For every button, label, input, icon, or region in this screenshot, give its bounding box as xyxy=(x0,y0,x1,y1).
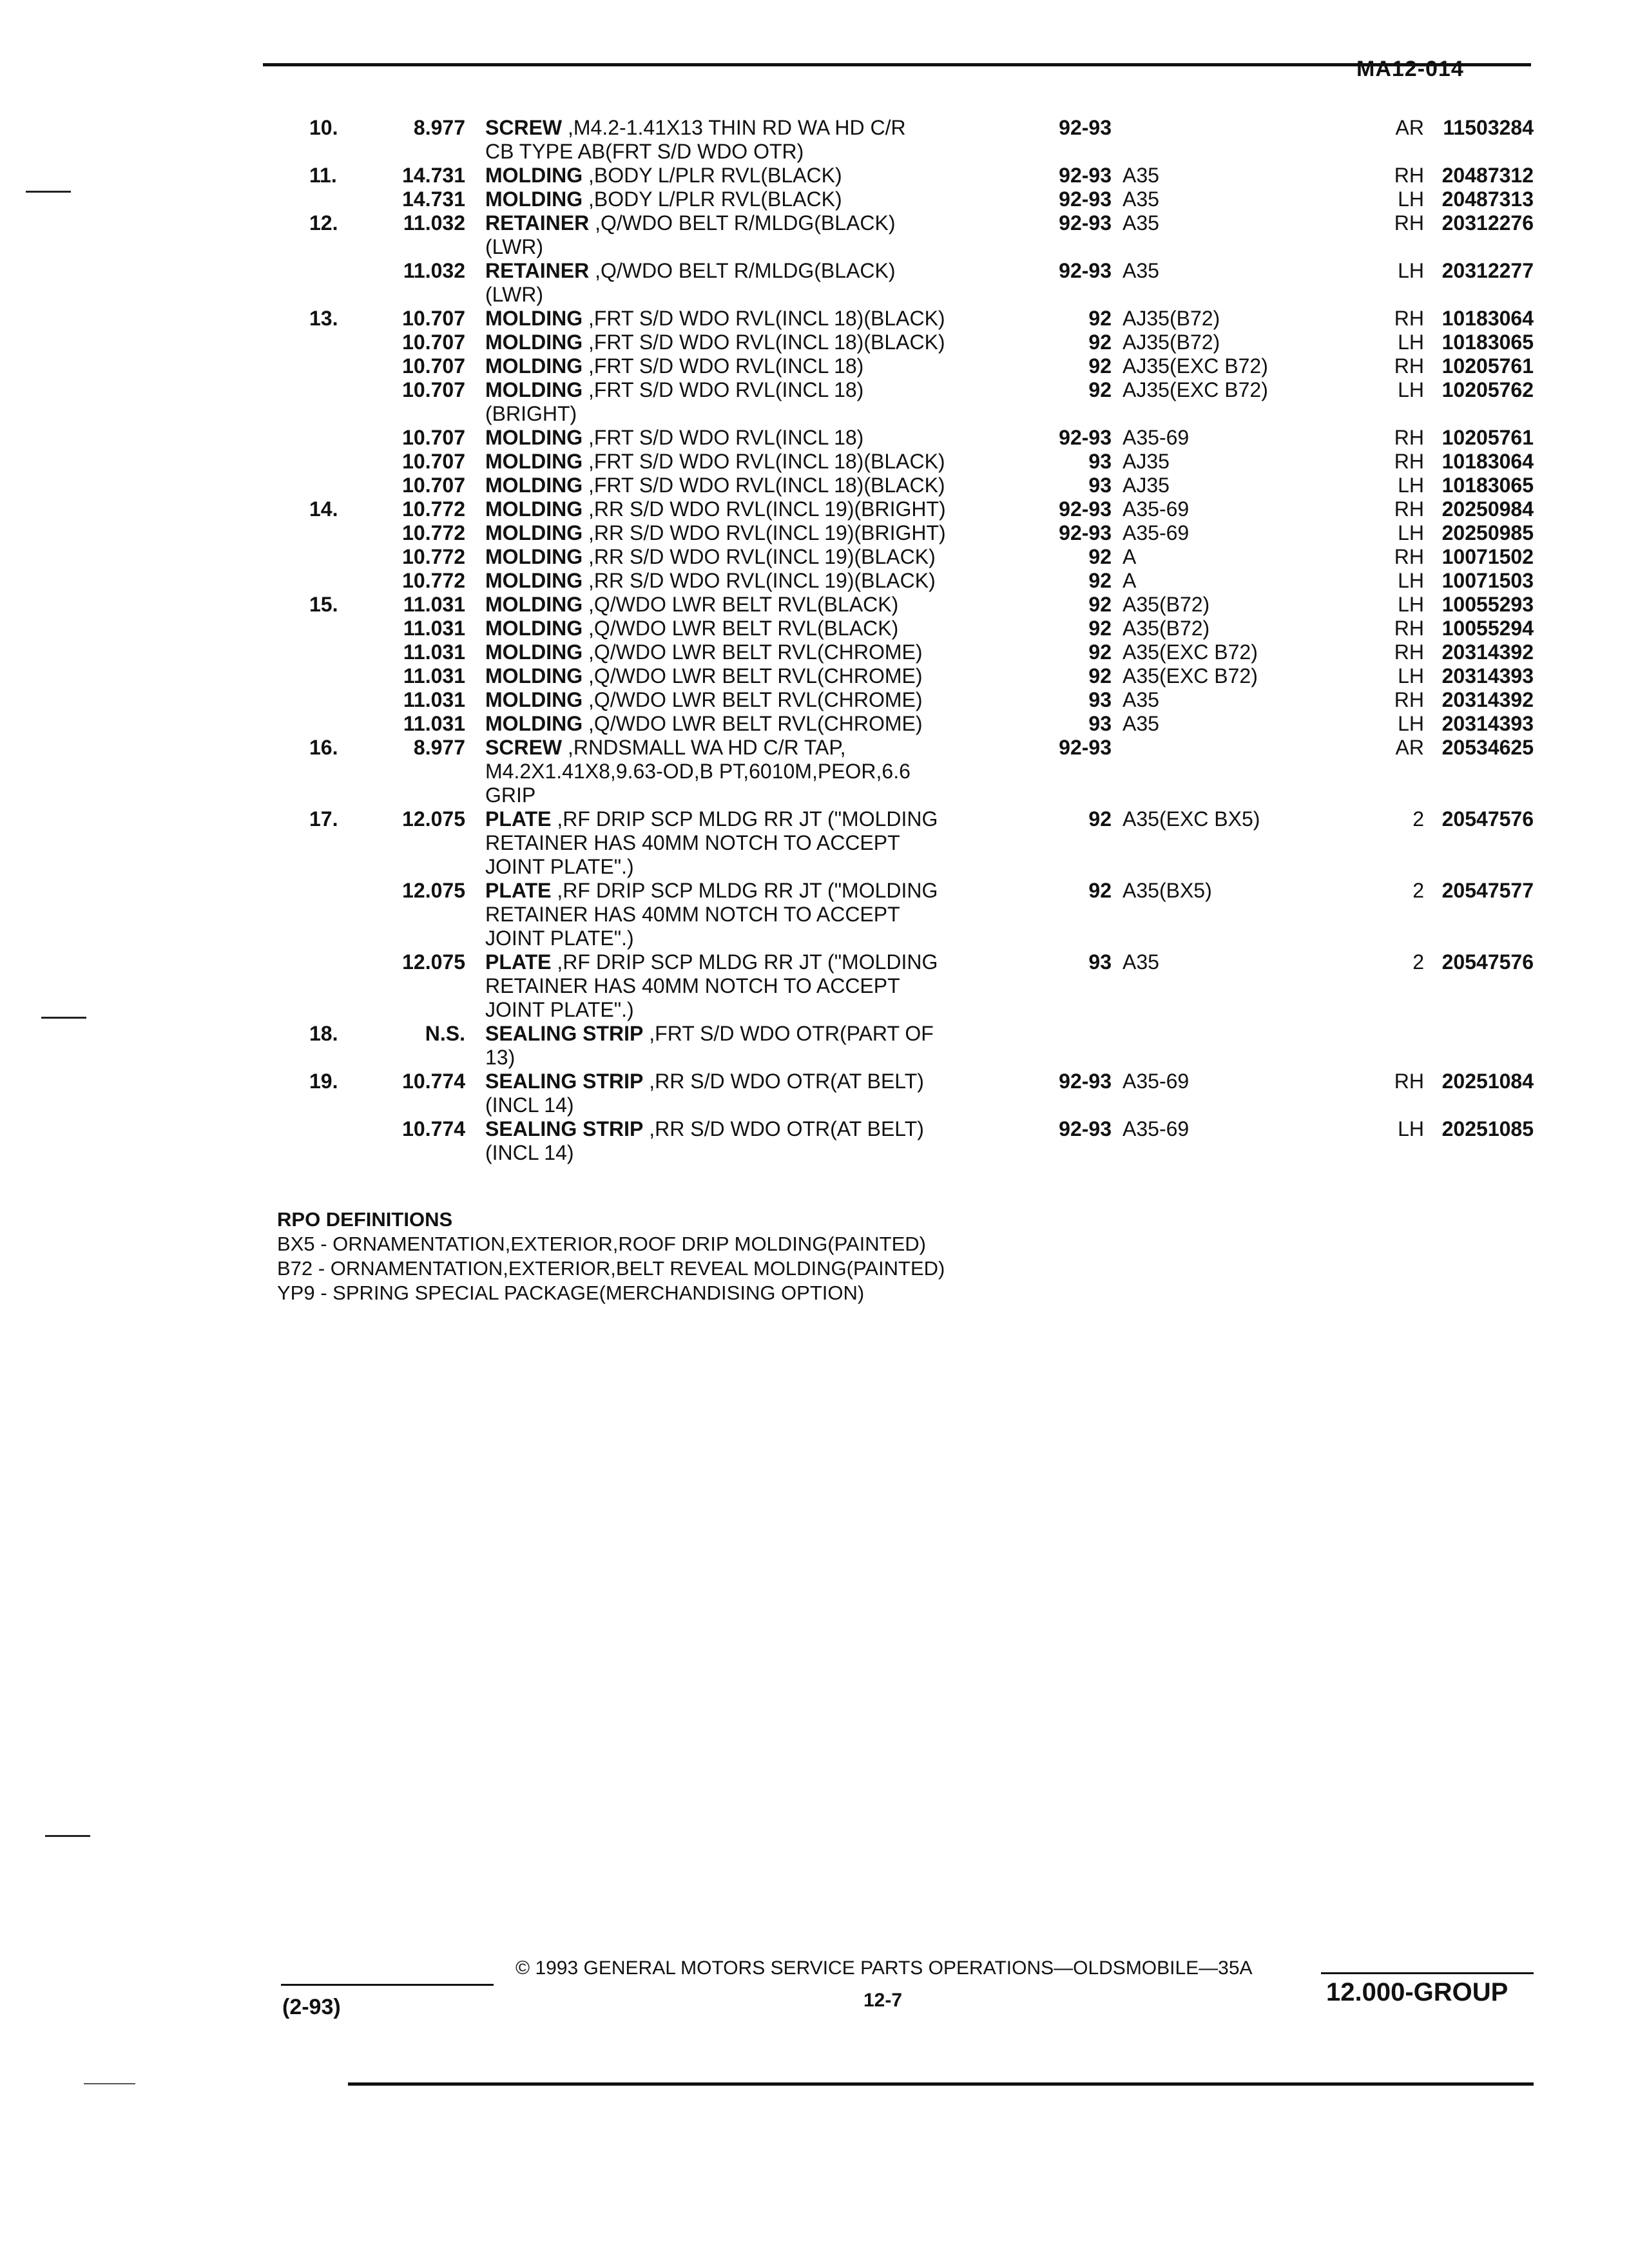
description-continuation: RETAINER HAS 40MM NOTCH TO ACCEPT xyxy=(485,831,900,854)
quantity-side: RH xyxy=(1394,1070,1424,1093)
part-name: MOLDING xyxy=(485,378,583,401)
group-number: 10.707 xyxy=(402,426,465,449)
item-number: 19. xyxy=(309,1070,338,1093)
part-name: SEALING STRIP xyxy=(485,1022,644,1045)
part-detail: ,FRT S/D WDO RVL(INCL 18)(BLACK) xyxy=(588,307,945,330)
model-year: 92-93 xyxy=(1059,116,1112,139)
parts-row xyxy=(309,187,1559,211)
part-description xyxy=(485,1070,1039,1117)
parts-row xyxy=(309,879,1559,950)
part-number: 10205761 xyxy=(1441,426,1534,449)
parts-row xyxy=(309,116,1559,164)
model-year: 92 xyxy=(1088,807,1112,831)
description-continuation: CB TYPE AB(FRT S/D WDO OTR) xyxy=(485,140,804,163)
group-number: 10.707 xyxy=(402,450,465,473)
item-number: 10. xyxy=(309,116,338,139)
model-year: 92 xyxy=(1088,331,1112,354)
part-number: 10071503 xyxy=(1441,569,1534,592)
part-detail: ,RR S/D WDO RVL(INCL 19)(BRIGHT) xyxy=(588,521,946,544)
group-number: 10.707 xyxy=(402,307,465,330)
parts-row xyxy=(309,259,1559,307)
rpo-title: RPO DEFINITIONS xyxy=(277,1208,453,1231)
part-description xyxy=(485,354,1039,378)
rpo-definitions xyxy=(277,1207,945,1305)
model-year: 92 xyxy=(1088,593,1112,616)
description-continuation: (INCL 14) xyxy=(485,1141,574,1164)
rpo-line: B72 - ORNAMENTATION,EXTERIOR,BELT REVEAL MOLDING(PAINTED) xyxy=(277,1257,945,1280)
part-number: 10071502 xyxy=(1441,545,1534,568)
item-number: 15. xyxy=(309,593,338,616)
model-year: 92 xyxy=(1088,354,1112,378)
part-description xyxy=(485,211,1039,259)
part-detail: ,M4.2-1.41X13 THIN RD WA HD C/R xyxy=(568,116,906,139)
parts-row xyxy=(309,1117,1559,1165)
part-name: PLATE xyxy=(485,807,552,831)
model-code: A35-69 xyxy=(1123,426,1190,449)
model-year: 92 xyxy=(1088,879,1112,902)
part-description xyxy=(485,688,1039,712)
part-detail: ,RF DRIP SCP MLDG RR JT ("MOLDING xyxy=(557,879,938,902)
part-description xyxy=(485,497,1039,521)
part-detail: ,Q/WDO LWR BELT RVL(BLACK) xyxy=(588,593,899,616)
quantity-side: LH xyxy=(1398,474,1424,497)
quantity-side: RH xyxy=(1394,497,1424,521)
part-detail: ,RR S/D WDO RVL(INCL 19)(BLACK) xyxy=(588,569,936,592)
model-code: A35 xyxy=(1123,164,1159,187)
quantity-side: RH xyxy=(1394,211,1424,235)
model-year: 92-93 xyxy=(1059,521,1112,544)
group-number: 10.772 xyxy=(402,497,465,521)
part-detail: ,FRT S/D WDO RVL(INCL 18)(BLACK) xyxy=(588,450,945,473)
model-year: 92-93 xyxy=(1059,211,1112,235)
part-number: 20547576 xyxy=(1441,950,1534,974)
parts-row xyxy=(309,545,1559,569)
group-number: 12.075 xyxy=(402,879,465,902)
parts-row xyxy=(309,688,1559,712)
part-name: SCREW xyxy=(485,736,563,759)
model-code: A35 xyxy=(1123,712,1159,735)
model-code: A35(B72) xyxy=(1123,593,1210,616)
model-year: 92 xyxy=(1088,640,1112,664)
parts-row xyxy=(309,736,1559,807)
part-description xyxy=(485,164,1039,187)
part-name: SEALING STRIP xyxy=(485,1117,644,1140)
parts-row xyxy=(309,426,1559,450)
bottom-rule-dash xyxy=(84,2083,135,2084)
description-continuation: RETAINER HAS 40MM NOTCH TO ACCEPT xyxy=(485,903,900,926)
part-detail: ,RF DRIP SCP MLDG RR JT ("MOLDING xyxy=(557,950,938,974)
revision-date: (2-93) xyxy=(282,1995,341,2019)
quantity-side: LH xyxy=(1398,521,1424,544)
group-number: 8.977 xyxy=(413,736,465,759)
parts-row xyxy=(309,378,1559,426)
group-number: 11.031 xyxy=(403,712,465,735)
part-description xyxy=(485,378,1039,426)
binder-hole-mark xyxy=(26,191,71,193)
part-number: 10055294 xyxy=(1441,617,1534,640)
part-number: 20487312 xyxy=(1441,164,1534,187)
part-detail: ,RF DRIP SCP MLDG RR JT ("MOLDING xyxy=(557,807,938,831)
copyright-notice: © 1993 GENERAL MOTORS SERVICE PARTS OPERATIONS—OLDSMOBILE—35A xyxy=(516,1957,1253,1979)
part-name: MOLDING xyxy=(485,545,583,568)
part-number: 20251085 xyxy=(1441,1117,1534,1140)
model-year: 93 xyxy=(1088,950,1112,974)
quantity-side: RH xyxy=(1394,354,1424,378)
model-year: 93 xyxy=(1088,712,1112,735)
part-detail: ,Q/WDO BELT R/MLDG(BLACK) xyxy=(595,211,896,235)
part-description xyxy=(485,593,1039,617)
top-rule xyxy=(263,63,1531,66)
part-number: 10183064 xyxy=(1441,307,1534,330)
parts-row xyxy=(309,354,1559,378)
part-description xyxy=(485,474,1039,497)
part-number: 10183065 xyxy=(1441,474,1534,497)
page-number: 12-7 xyxy=(863,1990,903,2011)
parts-row xyxy=(309,1070,1559,1117)
group-number: 11.031 xyxy=(403,617,465,640)
part-name: MOLDING xyxy=(485,617,583,640)
parts-row xyxy=(309,712,1559,736)
model-code: A35 xyxy=(1123,211,1159,235)
part-number: 20314392 xyxy=(1441,688,1534,711)
part-detail: ,RR S/D WDO OTR(AT BELT) xyxy=(649,1117,924,1140)
part-number: 20547577 xyxy=(1441,879,1534,902)
description-continuation: M4.2X1.41X8,9.63-OD,B PT,6010M,PEOR,6.6 xyxy=(485,760,911,783)
quantity-side: LH xyxy=(1398,712,1424,735)
group-number: 11.031 xyxy=(403,640,465,664)
part-detail: ,Q/WDO LWR BELT RVL(CHROME) xyxy=(588,640,923,664)
parts-list xyxy=(309,116,1559,1165)
model-year: 92 xyxy=(1088,664,1112,687)
group-number: 10.707 xyxy=(402,474,465,497)
part-number: 10205761 xyxy=(1441,354,1534,378)
part-description xyxy=(485,187,1039,211)
model-code: A35(EXC BX5) xyxy=(1123,807,1260,831)
part-name: RETAINER xyxy=(485,259,590,282)
description-continuation: JOINT PLATE".) xyxy=(485,998,634,1021)
part-number: 20314393 xyxy=(1441,664,1534,687)
parts-row xyxy=(309,664,1559,688)
model-code: AJ35(EXC B72) xyxy=(1123,354,1268,378)
part-description xyxy=(485,736,1039,807)
model-code: A35-69 xyxy=(1123,521,1190,544)
part-detail: ,RR S/D WDO OTR(AT BELT) xyxy=(649,1070,924,1093)
item-number: 14. xyxy=(309,497,338,521)
model-code: A35 xyxy=(1123,950,1159,974)
group-number: 10.707 xyxy=(402,354,465,378)
model-code: A35-69 xyxy=(1123,1117,1190,1140)
part-number: 20312276 xyxy=(1441,211,1534,235)
model-code: A35(BX5) xyxy=(1123,879,1212,902)
description-continuation: RETAINER HAS 40MM NOTCH TO ACCEPT xyxy=(485,974,900,997)
part-detail: ,Q/WDO BELT R/MLDG(BLACK) xyxy=(595,259,896,282)
part-number: 20547576 xyxy=(1441,807,1534,831)
model-code: AJ35(B72) xyxy=(1123,331,1220,354)
parts-row xyxy=(309,474,1559,497)
part-description xyxy=(485,1117,1039,1165)
group-number: 10.707 xyxy=(402,331,465,354)
description-continuation: 13) xyxy=(485,1046,516,1069)
quantity-side: LH xyxy=(1398,378,1424,401)
part-name: RETAINER xyxy=(485,211,590,235)
part-description xyxy=(485,259,1039,307)
part-name: MOLDING xyxy=(485,474,583,497)
footer-rule-right xyxy=(1321,1972,1534,1974)
part-description xyxy=(485,569,1039,593)
group-label: 12.000-GROUP xyxy=(1326,1978,1509,2006)
quantity-side: RH xyxy=(1394,688,1424,711)
quantity-side: RH xyxy=(1394,307,1424,330)
part-number: 20487313 xyxy=(1441,187,1534,211)
part-name: MOLDING xyxy=(485,569,583,592)
part-description xyxy=(485,712,1039,736)
part-description xyxy=(485,426,1039,450)
quantity-side: RH xyxy=(1394,617,1424,640)
part-number: 10055293 xyxy=(1441,593,1534,616)
part-description xyxy=(485,331,1039,354)
parts-row xyxy=(309,164,1559,187)
part-number: 20314392 xyxy=(1441,640,1534,664)
quantity-side: LH xyxy=(1398,664,1424,687)
model-year: 93 xyxy=(1088,474,1112,497)
bottom-rule xyxy=(348,2082,1534,2086)
part-detail: ,Q/WDO LWR BELT RVL(CHROME) xyxy=(588,688,923,711)
model-year: 92 xyxy=(1088,617,1112,640)
description-continuation: (INCL 14) xyxy=(485,1093,574,1117)
part-detail: ,RR S/D WDO RVL(INCL 19)(BLACK) xyxy=(588,545,936,568)
binder-hole-mark xyxy=(41,1017,86,1019)
part-name: MOLDING xyxy=(485,426,583,449)
part-detail: ,FRT S/D WDO RVL(INCL 18)(BLACK) xyxy=(588,331,945,354)
footer-rule-left xyxy=(281,1984,494,1986)
description-continuation: GRIP xyxy=(485,783,536,807)
group-number: 10.772 xyxy=(402,521,465,544)
part-name: PLATE xyxy=(485,879,552,902)
part-detail: ,FRT S/D WDO RVL(INCL 18)(BLACK) xyxy=(588,474,945,497)
model-code: A35(EXC B72) xyxy=(1123,640,1258,664)
quantity-side: RH xyxy=(1394,164,1424,187)
model-code: A35 xyxy=(1123,259,1159,282)
part-description xyxy=(485,450,1039,474)
quantity-side: LH xyxy=(1398,569,1424,592)
part-description xyxy=(485,1022,1039,1070)
part-description xyxy=(485,664,1039,688)
parts-row xyxy=(309,593,1559,617)
model-code: A xyxy=(1123,569,1137,592)
model-code: A35 xyxy=(1123,187,1159,211)
quantity-side: AR xyxy=(1395,116,1424,139)
quantity-side: RH xyxy=(1394,545,1424,568)
model-code: AJ35(EXC B72) xyxy=(1123,378,1268,401)
quantity-side: LH xyxy=(1398,593,1424,616)
part-description xyxy=(485,521,1039,545)
model-year: 92 xyxy=(1088,569,1112,592)
model-code: AJ35(B72) xyxy=(1123,307,1220,330)
description-continuation: JOINT PLATE".) xyxy=(485,927,634,950)
model-code: A35(B72) xyxy=(1123,617,1210,640)
part-detail: ,RNDSMALL WA HD C/R TAP, xyxy=(568,736,846,759)
group-number: 14.731 xyxy=(402,187,465,211)
group-number: 12.075 xyxy=(402,807,465,831)
group-number: 11.031 xyxy=(403,593,465,616)
model-year: 92-93 xyxy=(1059,1070,1112,1093)
part-name: PLATE xyxy=(485,950,552,974)
part-description xyxy=(485,879,1039,950)
part-description xyxy=(485,950,1039,1022)
model-year: 92-93 xyxy=(1059,187,1112,211)
group-number: 11.031 xyxy=(403,688,465,711)
model-code: A35-69 xyxy=(1123,1070,1190,1093)
model-code: A xyxy=(1123,545,1137,568)
part-name: MOLDING xyxy=(485,164,583,187)
quantity-side: LH xyxy=(1398,259,1424,282)
part-detail: ,BODY L/PLR RVL(BLACK) xyxy=(588,164,842,187)
part-name: MOLDING xyxy=(485,187,583,211)
model-year: 92-93 xyxy=(1059,426,1112,449)
group-number: 14.731 xyxy=(402,164,465,187)
parts-row xyxy=(309,569,1559,593)
part-description xyxy=(485,807,1039,879)
part-detail: ,RR S/D WDO RVL(INCL 19)(BRIGHT) xyxy=(588,497,946,521)
group-number: 12.075 xyxy=(402,950,465,974)
part-name: MOLDING xyxy=(485,354,583,378)
parts-row xyxy=(309,211,1559,259)
part-number: 11503284 xyxy=(1443,116,1534,139)
parts-row xyxy=(309,450,1559,474)
quantity-side: RH xyxy=(1394,450,1424,473)
quantity-side: 2 xyxy=(1412,879,1424,902)
group-number: 11.032 xyxy=(403,211,465,235)
item-number: 12. xyxy=(309,211,338,235)
part-number: 20250985 xyxy=(1441,521,1534,544)
group-number: 10.774 xyxy=(402,1070,465,1093)
description-continuation: (LWR) xyxy=(485,283,544,306)
model-year: 92-93 xyxy=(1059,164,1112,187)
part-name: MOLDING xyxy=(485,664,583,687)
parts-row xyxy=(309,617,1559,640)
part-detail: ,Q/WDO LWR BELT RVL(CHROME) xyxy=(588,712,923,735)
part-description xyxy=(485,545,1039,569)
description-continuation: (BRIGHT) xyxy=(485,402,577,425)
part-detail: ,Q/WDO LWR BELT RVL(BLACK) xyxy=(588,617,899,640)
parts-row xyxy=(309,1022,1559,1070)
part-name: MOLDING xyxy=(485,497,583,521)
parts-row xyxy=(309,807,1559,879)
parts-row xyxy=(309,640,1559,664)
part-description xyxy=(485,617,1039,640)
rpo-line: YP9 - SPRING SPECIAL PACKAGE(MERCHANDISING OPTION) xyxy=(277,1282,865,1304)
part-number: 10183065 xyxy=(1441,331,1534,354)
part-number: 10183064 xyxy=(1441,450,1534,473)
group-number: 10.772 xyxy=(402,569,465,592)
part-detail: ,FRT S/D WDO RVL(INCL 18) xyxy=(588,378,864,401)
quantity-side: RH xyxy=(1394,426,1424,449)
part-name: SCREW xyxy=(485,116,563,139)
description-continuation: (LWR) xyxy=(485,235,544,258)
model-year: 92-93 xyxy=(1059,497,1112,521)
quantity-side: LH xyxy=(1398,187,1424,211)
model-year: 92 xyxy=(1088,378,1112,401)
part-description xyxy=(485,116,1039,164)
quantity-side: 2 xyxy=(1412,950,1424,974)
quantity-side: 2 xyxy=(1412,807,1424,831)
quantity-side: LH xyxy=(1398,331,1424,354)
item-number: 16. xyxy=(309,736,338,759)
part-number: 20314393 xyxy=(1441,712,1534,735)
item-number: 18. xyxy=(309,1022,338,1045)
group-number: 10.774 xyxy=(402,1117,465,1140)
group-number: 11.031 xyxy=(403,664,465,687)
document-id: MA12-014 xyxy=(1356,57,1464,81)
part-number: 10205762 xyxy=(1441,378,1534,401)
part-detail: ,FRT S/D WDO RVL(INCL 18) xyxy=(588,426,864,449)
item-number: 11. xyxy=(309,164,337,187)
model-year: 92-93 xyxy=(1059,1117,1112,1140)
model-year: 92-93 xyxy=(1059,736,1112,759)
description-continuation: JOINT PLATE".) xyxy=(485,855,634,878)
part-detail: ,FRT S/D WDO OTR(PART OF xyxy=(649,1022,934,1045)
model-code: A35(EXC B72) xyxy=(1123,664,1258,687)
group-number: 11.032 xyxy=(403,259,465,282)
part-detail: ,Q/WDO LWR BELT RVL(CHROME) xyxy=(588,664,923,687)
model-year: 93 xyxy=(1088,688,1112,711)
item-number: 13. xyxy=(309,307,338,330)
item-number: 17. xyxy=(309,807,338,831)
part-name: MOLDING xyxy=(485,331,583,354)
parts-row xyxy=(309,950,1559,1022)
model-year: 93 xyxy=(1088,450,1112,473)
part-number: 20312277 xyxy=(1441,259,1534,282)
part-name: MOLDING xyxy=(485,521,583,544)
part-number: 20251084 xyxy=(1441,1070,1534,1093)
model-code: AJ35 xyxy=(1123,474,1170,497)
part-name: MOLDING xyxy=(485,307,583,330)
part-number: 20534625 xyxy=(1441,736,1534,759)
part-name: MOLDING xyxy=(485,712,583,735)
group-number: 10.772 xyxy=(402,545,465,568)
model-code: A35-69 xyxy=(1123,497,1190,521)
part-description xyxy=(485,640,1039,664)
binder-hole-mark xyxy=(45,1835,90,1837)
part-detail: ,FRT S/D WDO RVL(INCL 18) xyxy=(588,354,864,378)
model-year: 92 xyxy=(1088,307,1112,330)
model-code: AJ35 xyxy=(1123,450,1170,473)
rpo-line: BX5 - ORNAMENTATION,EXTERIOR,ROOF DRIP MOLDING(PAINTED) xyxy=(277,1233,927,1255)
parts-row xyxy=(309,307,1559,331)
quantity-side: AR xyxy=(1395,736,1424,759)
part-name: MOLDING xyxy=(485,688,583,711)
part-number: 20250984 xyxy=(1441,497,1534,521)
model-code: A35 xyxy=(1123,688,1159,711)
quantity-side: LH xyxy=(1398,1117,1424,1140)
model-year: 92 xyxy=(1088,545,1112,568)
group-number: 8.977 xyxy=(413,116,465,139)
parts-row xyxy=(309,497,1559,521)
part-description xyxy=(485,307,1039,331)
model-year: 92-93 xyxy=(1059,259,1112,282)
part-name: SEALING STRIP xyxy=(485,1070,644,1093)
parts-row xyxy=(309,331,1559,354)
group-number: 10.707 xyxy=(402,378,465,401)
part-name: MOLDING xyxy=(485,640,583,664)
part-detail: ,BODY L/PLR RVL(BLACK) xyxy=(588,187,842,211)
parts-row xyxy=(309,521,1559,545)
quantity-side: RH xyxy=(1394,640,1424,664)
part-name: MOLDING xyxy=(485,593,583,616)
part-name: MOLDING xyxy=(485,450,583,473)
group-number: N.S. xyxy=(425,1022,465,1045)
